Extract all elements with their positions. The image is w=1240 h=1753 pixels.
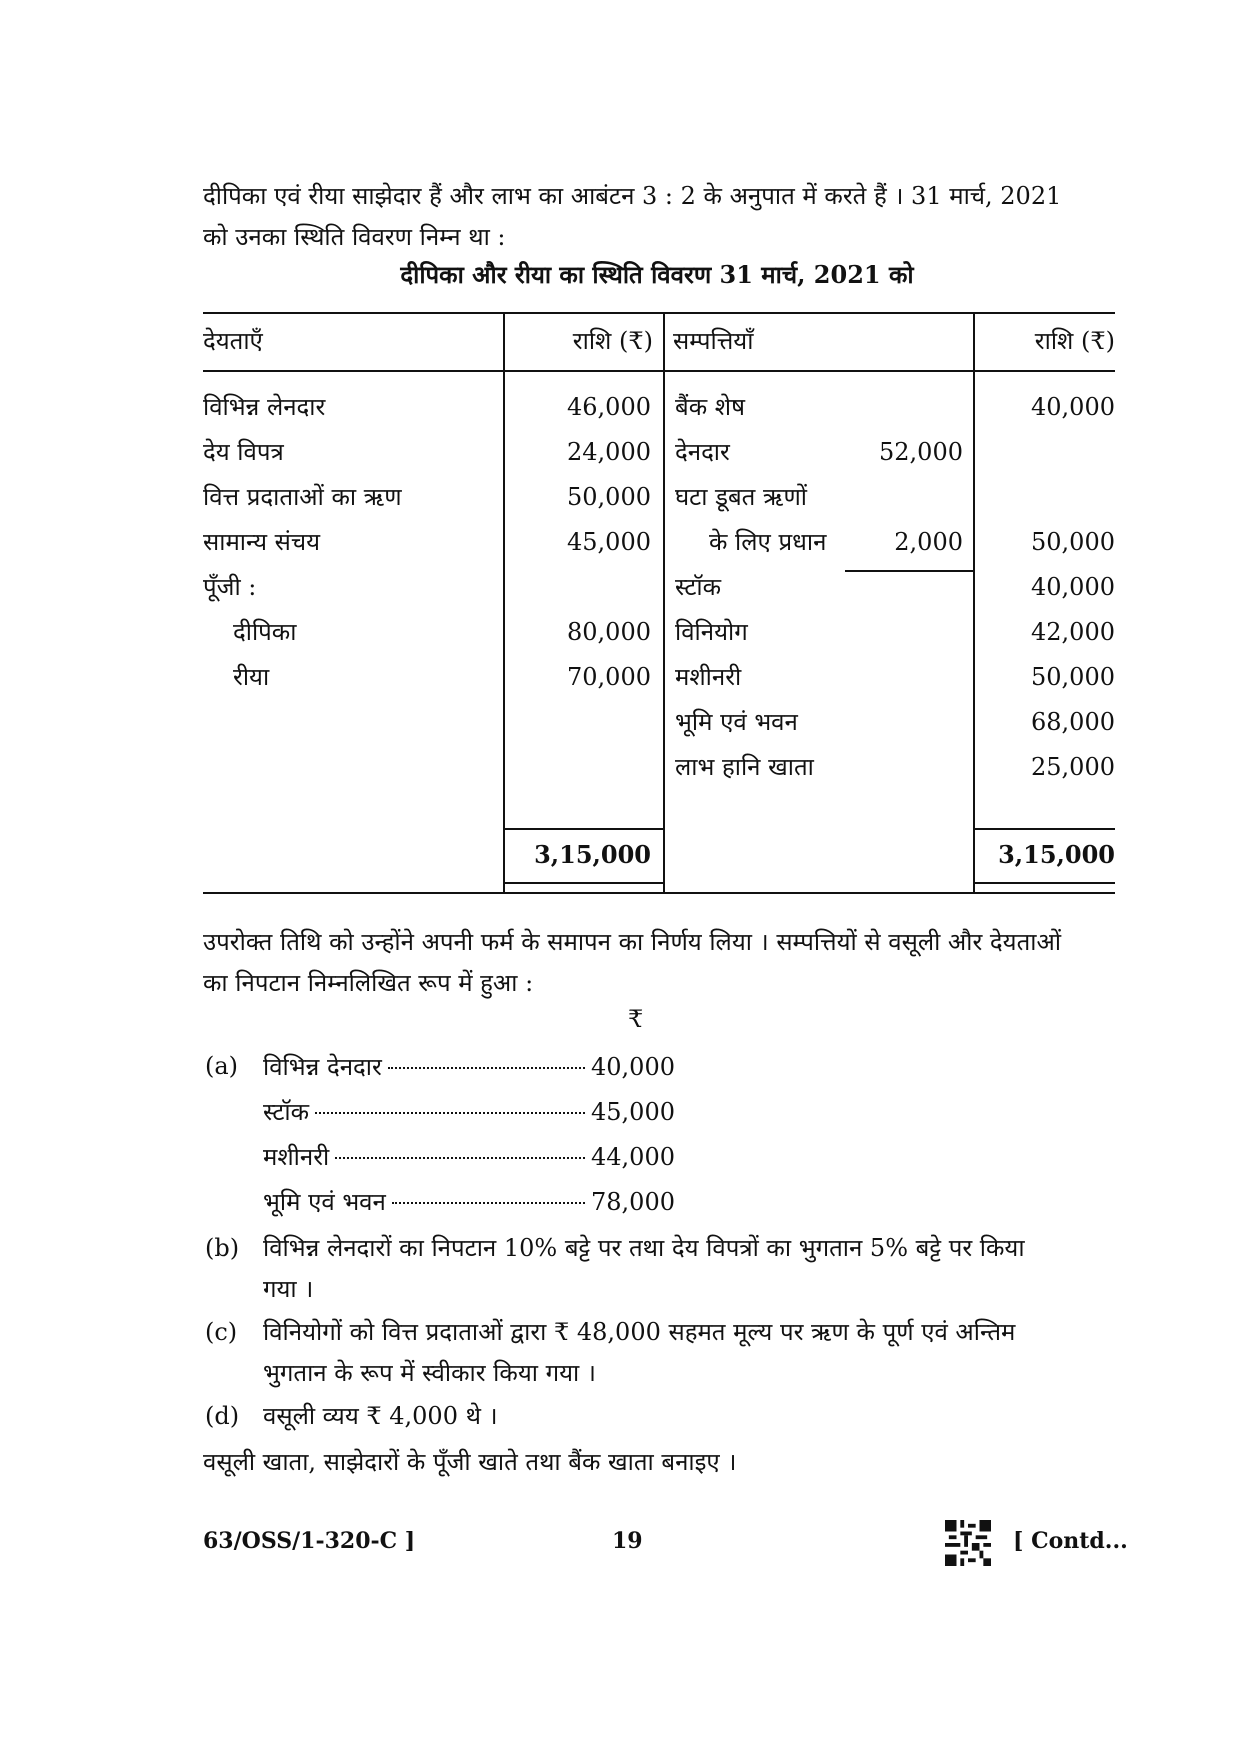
liability-label: वित्त प्रदाताओं का ऋण [203, 483, 402, 511]
asset-amount: 42,000 [1031, 618, 1115, 646]
realised-item [263, 1140, 675, 1174]
liability-label: पूँजी : [203, 573, 257, 601]
asset-amount: 50,000 [1031, 663, 1115, 691]
total-liabilities: 3,15,000 [534, 840, 651, 869]
item-c-tag: (c) [205, 1318, 238, 1346]
realised-item-label: मशीनरी [263, 1143, 330, 1171]
realised-item [263, 1050, 675, 1084]
debtors-net-rule [845, 570, 973, 572]
liability-label: देय विपत्र [203, 438, 284, 466]
balance-sheet-title: दीपिका और रीया का स्थिति विवरण 31 मार्च, 2021 को [400, 260, 914, 289]
asset-label: घटा डूबत ऋणों [675, 483, 808, 511]
item-b-line-1: विभिन्न लेनदारों का निपटान 10% बट्टे पर तथा देय विपत्रों का भुगतान 5% बट्टे पर किया [263, 1234, 1025, 1262]
total-right-double-rule [973, 882, 1115, 884]
asset-label: मशीनरी [675, 663, 742, 691]
intro-line-2: को उनका स्थिति विवरण निम्न था : [203, 223, 506, 251]
col-divider-2 [663, 312, 665, 894]
header-assets: सम्पत्तियाँ [673, 327, 754, 355]
header-amount-right: राशि (₹) [1034, 327, 1115, 355]
qr-code-icon [945, 1520, 991, 1566]
asset-amount: 25,000 [1031, 753, 1115, 781]
realised-item [263, 1095, 675, 1129]
liability-label: रीया [233, 663, 270, 691]
asset-label: विनियोग [675, 618, 748, 646]
liability-amount: 70,000 [567, 663, 651, 691]
item-d-text: वसूली व्यय ₹ 4,000 थे । [263, 1402, 498, 1430]
liability-amount: 45,000 [567, 528, 651, 556]
realisation-line-1: उपरोक्त तिथि को उन्होंने अपनी फर्म के समापन का निर्णय लिया । सम्पत्तियों से वसूली और देयताओं [203, 928, 1062, 956]
realised-item-amount: 45,000 [591, 1098, 675, 1126]
liability-label: विभिन्न लेनदार [203, 393, 326, 421]
item-d-tag: (d) [205, 1402, 240, 1430]
total-left-top-rule [503, 828, 663, 830]
realised-item-label: विभिन्न देनदार [263, 1053, 382, 1081]
item-b-text [263, 1228, 1063, 1310]
asset-label: के लिए प्रधान [709, 528, 827, 556]
asset-label: लाभ हानि खाता [675, 753, 814, 781]
asset-label: देनदार [675, 438, 730, 466]
liability-amount: 50,000 [567, 483, 651, 511]
total-left-double-rule [503, 882, 663, 884]
liability-amount: 46,000 [567, 393, 651, 421]
header-liabilities: देयताएँ [203, 327, 263, 355]
asset-amount: 40,000 [1031, 393, 1115, 421]
balance-sheet-table [203, 312, 1115, 896]
realisation-paragraph [203, 922, 1063, 1004]
asset-amount: 40,000 [1031, 573, 1115, 601]
asset-label: स्टॉक [675, 573, 722, 601]
page-number: 19 [612, 1528, 643, 1554]
item-c-text [263, 1312, 1063, 1394]
table-top-rule [203, 312, 1115, 314]
asset-sub-amount: 52,000 [879, 438, 963, 466]
continued-label: [ Contd... [1013, 1528, 1128, 1554]
liability-amount: 80,000 [567, 618, 651, 646]
asset-amount: 68,000 [1031, 708, 1115, 736]
total-assets: 3,15,000 [998, 840, 1115, 869]
realised-item-label: भूमि एवं भवन [263, 1188, 386, 1216]
realised-item-amount: 40,000 [591, 1053, 675, 1081]
item-a-tag: (a) [205, 1052, 239, 1080]
instruction-text: वसूली खाता, साझेदारों के पूँजी खाते तथा बैंक खाता बनाइए । [203, 1448, 737, 1476]
intro-paragraph [203, 176, 1063, 258]
realised-item [263, 1185, 675, 1219]
liability-amount: 24,000 [567, 438, 651, 466]
item-b-tag: (b) [205, 1234, 240, 1262]
liability-label: दीपिका [233, 618, 297, 646]
realised-item-label: स्टॉक [263, 1098, 310, 1126]
table-bottom-rule [203, 892, 1115, 894]
paper-code: 63/OSS/1-320-C ] [203, 1528, 416, 1554]
asset-amount: 50,000 [1031, 528, 1115, 556]
header-amount-left: राशि (₹) [572, 327, 653, 355]
item-c-line-1: विनियोगों को वित्त प्रदाताओं द्वारा ₹ 48,000 सहमत मूल्य पर ऋण के पूर्ण एवं अन्तिम [263, 1318, 1016, 1346]
total-right-top-rule [973, 828, 1115, 830]
asset-label: भूमि एवं भवन [675, 708, 798, 736]
realised-item-amount: 78,000 [591, 1188, 675, 1216]
table-header-rule [203, 370, 1115, 372]
asset-label: बैंक शेष [675, 393, 745, 421]
item-c-line-2: भुगतान के रूप में स्वीकार किया गया । [263, 1359, 596, 1387]
asset-sub-amount: 2,000 [894, 528, 963, 556]
realised-item-amount: 44,000 [591, 1143, 675, 1171]
currency-symbol: ₹ [628, 1005, 644, 1033]
liability-label: सामान्य संचय [203, 528, 321, 556]
intro-line-1: दीपिका एवं रीया साझेदार हैं और लाभ का आबंटन 3 : 2 के अनुपात में करते हैं । 31 मार्च, 2021 [203, 182, 1062, 210]
realisation-line-2: का निपटान निम्नलिखित रूप में हुआ : [203, 969, 534, 997]
item-b-line-2: गया । [263, 1275, 314, 1303]
